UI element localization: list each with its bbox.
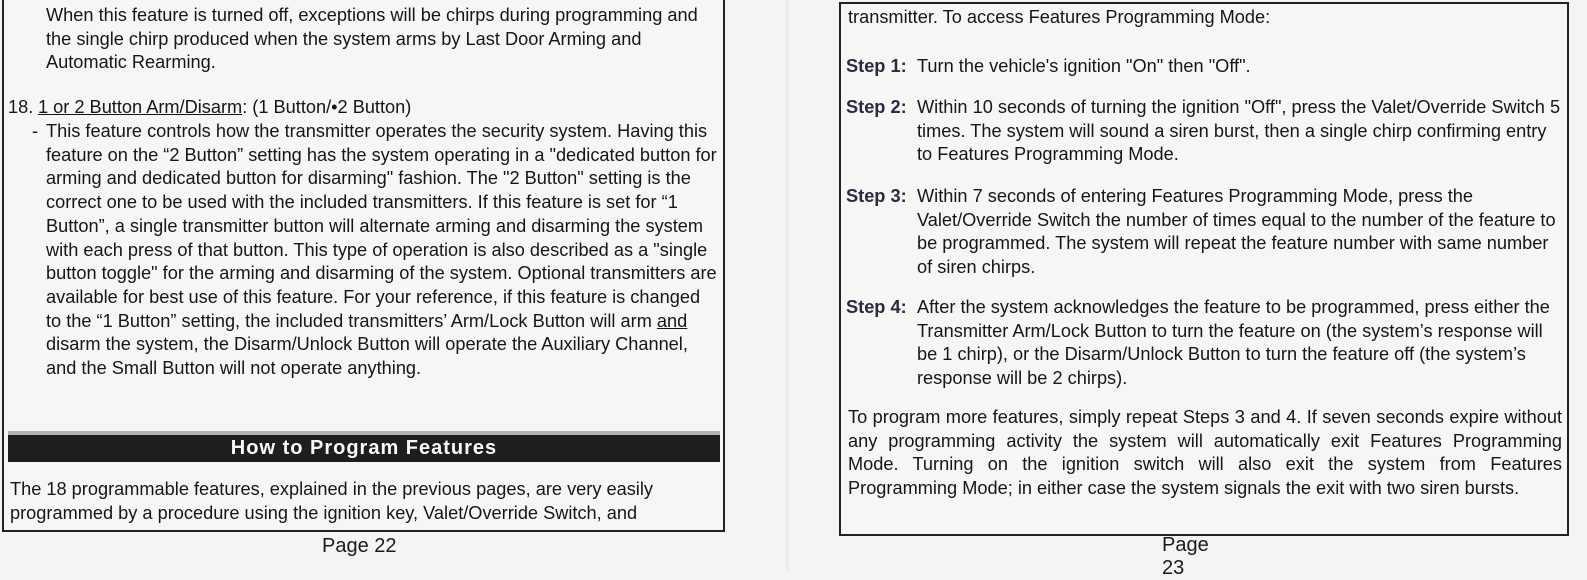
closing-paragraph: To program more features, simply repeat Steps 3 and 4. If seven seconds expire without any programming activity the system will automatically exit Features Programming Mode. Turning on the ignition switch will also exit the system from Features Programming Mode; in either case the system signals the exit with two siren bursts. xyxy=(848,407,1562,499)
step-3 xyxy=(846,185,1564,280)
step-1 xyxy=(846,55,1564,79)
step-label: Step 1: xyxy=(846,56,907,76)
section-intro: The 18 programmable features, explained in the previous pages, are very easily programmed by a procedure using the ignition key, Valet/Override Switch, and xyxy=(10,479,653,523)
step-text: Turn the vehicle's ignition "On" then "Off". xyxy=(917,56,1251,76)
section-title: How to Program Features xyxy=(8,431,720,462)
step-4 xyxy=(846,296,1564,391)
continuation-text: transmitter. To access Features Programming Mode: xyxy=(848,7,1271,27)
step-label: Step 2: xyxy=(846,97,907,117)
bullet-dash: - xyxy=(32,121,39,141)
step-text: Within 10 seconds of turning the ignition "Off", press the Valet/Override Switch 5 times. The system will sound a siren burst, then a single chirp confirming entry to Features Programming Mode. xyxy=(917,97,1561,165)
feature-name: 1 or 2 Button Arm/Disarm xyxy=(38,97,243,117)
description-end: disarm the system, the Disarm/Unlock Button will operate the Auxiliary Channel, and the Small Button will not operate anything. xyxy=(46,334,688,379)
step-label: Step 3: xyxy=(846,186,907,206)
feature-options: : (1 Button/•2 Button) xyxy=(242,97,412,117)
step-label: Step 4: xyxy=(846,297,907,317)
page-number-left: Page 22 xyxy=(322,535,397,557)
feature-17-continuation: When this feature is turned off, exceptions will be chirps during programming and the single chirp produced when the system arms by Last Door Arming and Automatic Rearming. xyxy=(46,5,698,73)
step-2 xyxy=(846,96,1564,167)
step-text: Within 7 seconds of entering Features Programming Mode, press the Valet/Override Switch the number of times equal to the number of the feature to be programmed. The system will repeat the feature number with same number of siren chirps. xyxy=(917,186,1556,278)
description-text: This feature controls how the transmitter operates the security system. Having this feature on the “2 Button” setting has the system operating in a "dedicated button for arming and dedicated button for disarming" fashion. The "2 Button" setting is the correct one to be used with the included transmitters. If this feature is set for “1 Button”, a single transmitter button will alternate arming and disarming the system with each press of that button. This type of operation is also described as a "single button toggle" for the arming and disarming of the system. Optional transmitters are available for best use of this feature. For your reference, if this feature is changed to the “1 Button” setting, the included transmitters’ Arm/Lock Button will arm xyxy=(46,121,717,331)
step-text: After the system acknowledges the feature to be programmed, press either the Transmitter Arm/Lock Button to turn the feature on (the system’s response will be 1 chirp), or the Disarm/Unlock Button to turn the feature off (the system’s response will be 2 chirps). xyxy=(917,297,1550,389)
page-number-right: Page 23 xyxy=(1162,534,1209,579)
feature-number: 18. xyxy=(8,97,34,117)
description-underlined: and xyxy=(656,310,688,331)
